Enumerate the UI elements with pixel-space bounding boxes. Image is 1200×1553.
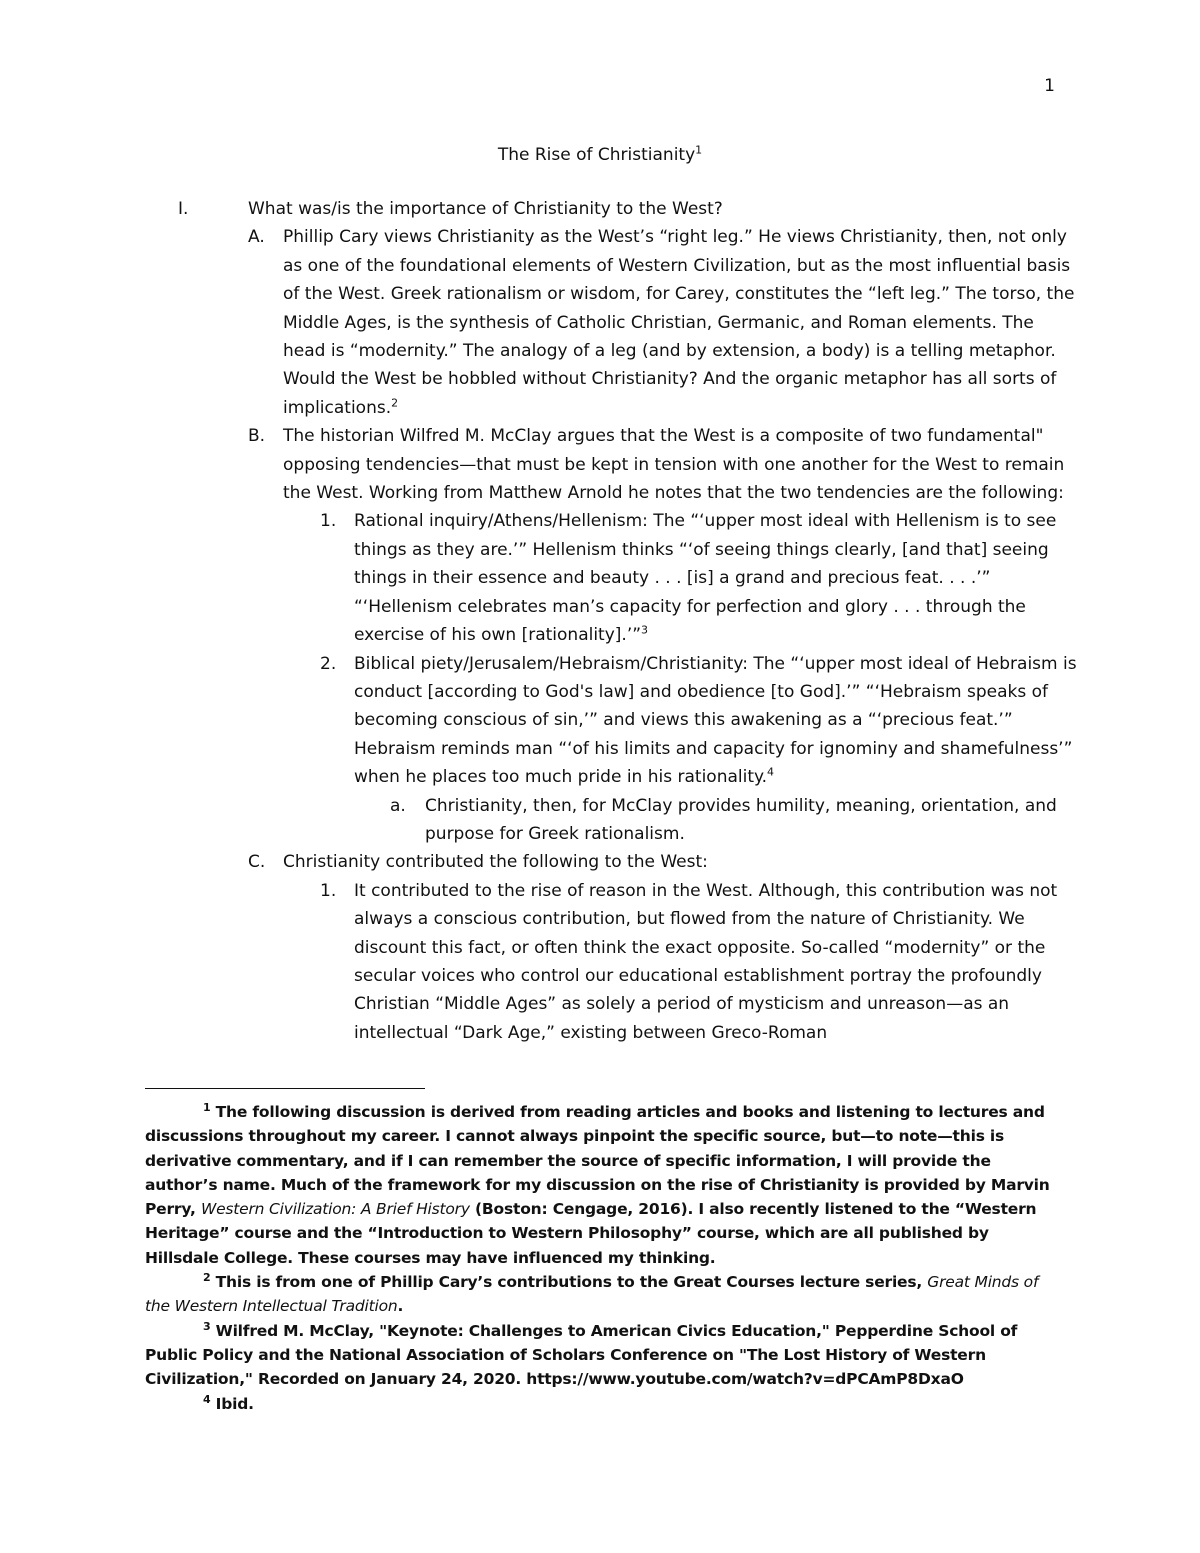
outline-marker: A. <box>248 227 265 248</box>
outline-text: The historian Wilfred M. McClay argues that the West is a composite of two fundamental" opposing tendencies—that must be kept in tension with one another for the West to remain the West. Working from Matthew Arnold he notes that the two tendencies are the following: <box>283 426 1065 504</box>
footnote-2 <box>145 1270 1060 1319</box>
footnote-1 <box>145 1100 1060 1270</box>
footnote-number: 1 <box>203 1100 211 1114</box>
outline-marker: 1. <box>320 511 337 532</box>
footnote-text: Wilfred M. McClay, "Keynote: Challenges to American Civics Education," Pepperdine School of Public Policy and the National Association of Scholars Conference on "The Lost History of Western Civilization," Recorded on January 24, 2020. https://www.youtube.com/watch?v=dPCAmP8DxaO <box>145 1321 1018 1389</box>
outline-item-B1 <box>178 507 1078 649</box>
title-text: The Rise of Christianity <box>497 145 696 165</box>
footnote-ref-1[interactable]: 1 <box>695 143 703 157</box>
outline-item-B2 <box>178 650 1078 792</box>
footnote-ref-4[interactable]: 4 <box>767 765 775 779</box>
outline-item-A <box>178 223 1078 422</box>
page-number: 1 <box>1044 76 1055 96</box>
footnote-book-title: Great Minds of the Western Intellectual Tradition <box>145 1273 1039 1316</box>
outline-marker: C. <box>248 852 266 873</box>
footnote-ref-2[interactable]: 2 <box>391 396 399 410</box>
footnote-text: The following discussion is derived from reading articles and books and listening to lectures and discussions throughout my career. I cannot always pinpoint the specific source, but—to note—this is derivative commentary, and if I can remember the source of specific information, I will provide the author’s name. Much of the framework for my discussion on the rise of Christianity is provided by Marvin Perry, <box>145 1103 1050 1219</box>
outline-body <box>178 195 1078 1047</box>
footnote-ref-3[interactable]: 3 <box>641 623 649 637</box>
outline-text: Christianity, then, for McClay provides humility, meaning, orientation, and purpose for Greek rationalism. <box>425 795 1057 844</box>
outline-marker: a. <box>390 795 406 816</box>
outline-text: Phillip Cary views Christianity as the West’s “right leg.” He views Christianity, then, not only as one of the foundational elements of Western Civilization, but as the most influential basis of the West. Greek rationalism or wisdom, for Carey, constitutes the “left leg.” The torso, the Middle Ages, is the synthesis of Catholic Christian, Germanic, and Roman elements. The head is “modernity.” The analogy of a leg (and by extension, a body) is a telling metaphor. Would the West be hobbled without Christianity? And the organic metaphor has all sorts of implications. <box>283 227 1075 418</box>
footnote-text: . <box>397 1297 404 1316</box>
footnote-text: This is from one of Phillip Cary’s contributions to the Great Courses lecture series, <box>215 1273 928 1292</box>
outline-item-C1 <box>178 877 1078 1047</box>
outline-item-B <box>178 422 1078 507</box>
outline-text: Christianity contributed the following to the West: <box>283 852 708 873</box>
outline-item-C <box>178 848 1078 876</box>
outline-text: Biblical piety/Jerusalem/Hebraism/Christianity: The “‘upper most ideal of Hebraism is conduct [according to God's law] and obedience [to God].’” “‘Hebraism speaks of becoming conscious of sin,’” and views this awakening as a “‘precious feat.’” Hebraism reminds man “‘of his limits and capacity for ignominy and shamefulness’” when he places too much pride in his rationality. <box>354 653 1077 788</box>
outline-text: It contributed to the rise of reason in the West. Although, this contribution was not always a conscious contribution, but flowed from the nature of Christianity. We discount this fact, or often think the exact opposite. So-called “modernity” or the secular voices who control our educational establishment portray the profoundly Christian “Middle Ages” as solely a period of mysticism and unreason—as an intellectual “Dark Age,” existing between Greco-Roman <box>354 880 1058 1043</box>
outline-item-B2a <box>178 792 1078 849</box>
footnote-4 <box>145 1392 1060 1416</box>
footnote-number: 3 <box>203 1319 211 1333</box>
outline-marker: B. <box>248 426 266 447</box>
footnotes <box>145 1100 1060 1416</box>
footnote-3 <box>145 1319 1060 1392</box>
outline-item-I <box>178 195 1078 223</box>
footnote-number: 2 <box>203 1270 211 1284</box>
outline-marker: 2. <box>320 653 337 674</box>
outline-text: What was/is the importance of Christianity to the West? <box>248 199 723 219</box>
outline-marker: 1. <box>320 880 337 901</box>
footnote-text: Ibid. <box>215 1394 254 1413</box>
footnote-number: 4 <box>203 1392 211 1406</box>
footnote-text: (Boston: Cengage, 2016). I also recently listened to the “Western Heritage” course and the “Introduction to Western Philosophy” course, which are all published by Hillsdale College. These courses may have influenced my thinking. <box>145 1200 1037 1267</box>
page-title <box>0 145 1200 165</box>
outline-text: Rational inquiry/Athens/Hellenism: The “‘upper most ideal with Hellenism is to see things as they are.’” Hellenism thinks “‘of seeing things clearly, [and that] seeing things in their essence and beauty . . . [is] a grand and precious feat. . . .’” “‘Hellenism celebrates man’s capacity for perfection and glory . . . through the exercise of his own [rationality].’” <box>354 511 1057 646</box>
outline-marker: I. <box>178 199 189 219</box>
footnote-separator <box>145 1088 425 1089</box>
footnote-book-title: Western Civilization: A Brief History <box>200 1200 470 1219</box>
